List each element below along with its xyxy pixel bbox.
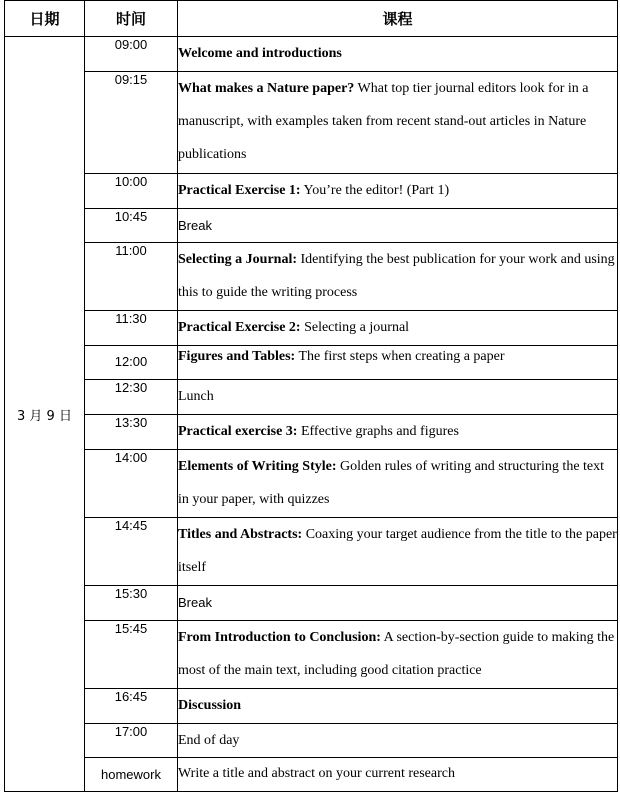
course-cell xyxy=(178,450,618,518)
table-row xyxy=(5,380,618,415)
course-title: Figures and Tables: xyxy=(178,349,296,364)
course-cell xyxy=(178,346,618,380)
table-row xyxy=(5,586,618,621)
table-row xyxy=(5,689,618,724)
time-cell: 15:30 xyxy=(85,586,178,621)
time-cell: 09:00 xyxy=(85,37,178,72)
table-row xyxy=(5,209,618,243)
table-row xyxy=(5,243,618,311)
table-row xyxy=(5,174,618,209)
course-title: What makes a Nature paper? xyxy=(178,81,355,96)
time-cell: 09:15 xyxy=(85,72,178,174)
course-desc: Lunch xyxy=(178,389,214,404)
course-desc: Coaxing your target audience from the title to the paper itself xyxy=(178,527,617,575)
course-title: Discussion xyxy=(178,698,242,713)
course-desc: What top tier journal editors look for in a manuscript, with examples taken from recent stand-out articles in Nature publications xyxy=(178,81,589,162)
time-cell: 14:45 xyxy=(85,518,178,586)
time-cell: 15:45 xyxy=(85,621,178,689)
course-cell xyxy=(178,586,618,621)
course-cell xyxy=(178,758,618,792)
header-row xyxy=(5,1,618,37)
time-cell: 16:45 xyxy=(85,689,178,724)
course-desc: Selecting a journal xyxy=(300,320,410,335)
course-title: Welcome and introductions xyxy=(178,46,342,61)
course-cell xyxy=(178,380,618,415)
course-cell xyxy=(178,72,618,174)
time-cell: 12:30 xyxy=(85,380,178,415)
course-desc: Golden rules of writing and structuring the text in your paper, with quizzes xyxy=(178,459,605,507)
course-desc: Effective graphs and figures xyxy=(297,424,459,439)
time-cell: 17:00 xyxy=(85,724,178,758)
date-cell: 3 月 9 日 xyxy=(5,37,85,792)
header-course: 课程 xyxy=(178,1,618,37)
table-row xyxy=(5,72,618,174)
table-row xyxy=(5,346,618,380)
time-cell: 14:00 xyxy=(85,450,178,518)
time-cell: 10:00 xyxy=(85,174,178,209)
table-row xyxy=(5,518,618,586)
course-cell xyxy=(178,689,618,724)
table-row xyxy=(5,758,618,792)
course-cell xyxy=(178,621,618,689)
header-time: 时间 xyxy=(85,1,178,37)
course-cell xyxy=(178,415,618,450)
course-desc: A section-by-section guide to making the most of the main text, including good citation practice xyxy=(178,630,615,678)
course-title: Practical Exercise 2: xyxy=(178,320,301,335)
table-row xyxy=(5,415,618,450)
time-cell: 11:00 xyxy=(85,243,178,311)
course-title: Titles and Abstracts: xyxy=(178,527,303,542)
course-title: Practical exercise 3: xyxy=(178,424,298,439)
course-title: Selecting a Journal: xyxy=(178,252,297,267)
course-cell xyxy=(178,724,618,758)
time-cell: homework xyxy=(85,758,178,792)
table-row xyxy=(5,724,618,758)
course-desc: Write a title and abstract on your current research xyxy=(178,766,455,781)
table-row xyxy=(5,37,618,72)
course-cell xyxy=(178,243,618,311)
time-cell: 12:00 xyxy=(85,346,178,380)
time-cell: 13:30 xyxy=(85,415,178,450)
course-cell xyxy=(178,174,618,209)
course-desc: Identifying the best publication for your work and using this to guide the writing process xyxy=(178,252,615,300)
course-title: Practical Exercise 1: xyxy=(178,183,301,198)
time-cell: 11:30 xyxy=(85,311,178,346)
table-row xyxy=(5,450,618,518)
header-date: 日期 xyxy=(5,1,85,37)
schedule-table xyxy=(4,0,618,792)
course-desc: You’re the editor! (Part 1) xyxy=(300,183,450,198)
course-cell xyxy=(178,518,618,586)
course-desc: Break xyxy=(178,595,212,610)
table-row xyxy=(5,621,618,689)
course-desc: The first steps when creating a paper xyxy=(295,349,505,364)
course-title: From Introduction to Conclusion: xyxy=(178,630,381,645)
course-desc: Break xyxy=(178,218,212,233)
time-cell: 10:45 xyxy=(85,209,178,243)
course-cell xyxy=(178,37,618,72)
course-desc: End of day xyxy=(178,733,240,748)
course-title: Elements of Writing Style: xyxy=(178,459,337,474)
table-row xyxy=(5,311,618,346)
course-cell xyxy=(178,209,618,243)
course-cell xyxy=(178,311,618,346)
